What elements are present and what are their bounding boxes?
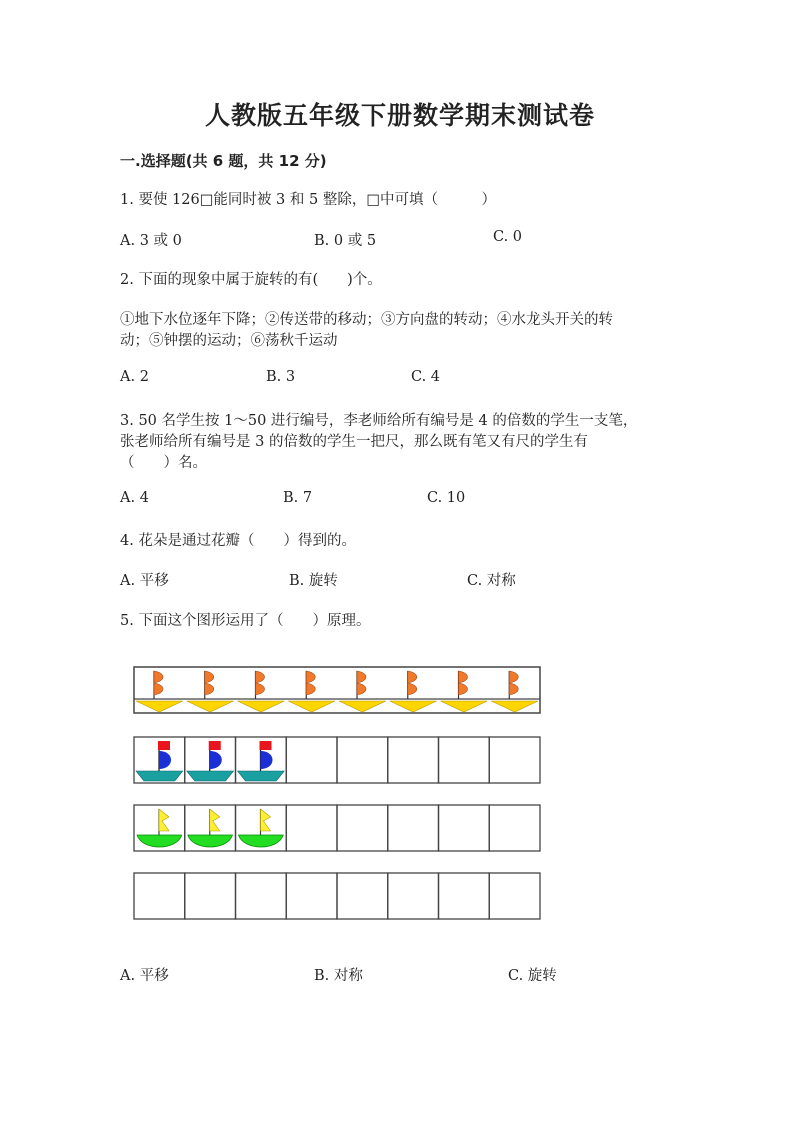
yellow-sail bbox=[210, 809, 220, 831]
yellow-triangle bbox=[390, 701, 437, 712]
question-5-option-c: C. 旋转 bbox=[508, 968, 557, 984]
yellow-triangle bbox=[238, 701, 285, 712]
green-hull bbox=[188, 835, 233, 847]
grid-cell bbox=[439, 873, 490, 919]
question-2-text-line: ①地下水位逐年下降；②传送带的移动；③方向盘的转动；④水龙头开关的转 bbox=[120, 312, 613, 328]
orange-flag bbox=[205, 671, 214, 695]
orange-flag bbox=[256, 671, 265, 695]
grid-cell bbox=[286, 737, 337, 783]
grid-cell bbox=[489, 737, 540, 783]
question-3-option-a: A. 4 bbox=[120, 490, 149, 506]
question-3-text-line: 张老师给所有编号是 3 的倍数的学生一把尺，那么既有笔又有尺的学生有 bbox=[120, 434, 588, 450]
question-2-option-a: A. 2 bbox=[120, 369, 149, 385]
question-1-option-b: B. 0 或 5 bbox=[314, 233, 377, 249]
orange-flag bbox=[154, 671, 163, 695]
question-1-stem: 1. 要使 126□能同时被 3 和 5 整除，□中可填（ ） bbox=[120, 192, 497, 208]
question-1-option-a: A. 3 或 0 bbox=[120, 233, 182, 249]
orange-flag bbox=[408, 671, 417, 695]
yellow-triangle bbox=[339, 701, 386, 712]
grid-cell bbox=[439, 737, 490, 783]
question-5-option-a: A. 平移 bbox=[120, 968, 169, 984]
question-4-option-b: B. 旋转 bbox=[289, 573, 338, 589]
grid-cell bbox=[185, 873, 236, 919]
grid-cell bbox=[337, 805, 388, 851]
question-1-option-c: C. 0 bbox=[493, 229, 523, 245]
orange-flag bbox=[357, 671, 366, 695]
yellow-triangle bbox=[441, 701, 488, 712]
question-4-option-a: A. 平移 bbox=[120, 573, 169, 589]
grid-cell bbox=[388, 737, 439, 783]
orange-flag bbox=[509, 671, 518, 695]
pattern-figure bbox=[132, 665, 544, 927]
yellow-triangle bbox=[491, 701, 538, 712]
question-5-option-b: B. 对称 bbox=[314, 968, 363, 984]
yellow-sail bbox=[159, 809, 169, 831]
red-pennant bbox=[209, 741, 221, 750]
yellow-sail bbox=[261, 809, 271, 831]
question-2-option-b: B. 3 bbox=[266, 369, 296, 385]
page-title: 人教版五年级下册数学期末测试卷 bbox=[204, 101, 595, 130]
red-pennant bbox=[260, 741, 272, 750]
grid-cell bbox=[236, 873, 287, 919]
question-2-option-c: C. 4 bbox=[411, 369, 441, 385]
grid-cell bbox=[388, 805, 439, 851]
yellow-triangle bbox=[288, 701, 335, 712]
grid-cell bbox=[286, 873, 337, 919]
question-3-option-c: C. 10 bbox=[427, 490, 466, 506]
grid-cell bbox=[337, 873, 388, 919]
teal-hull bbox=[136, 771, 183, 781]
question-5-stem: 5. 下面这个图形运用了（ ）原理。 bbox=[120, 613, 371, 629]
grid-cell bbox=[489, 805, 540, 851]
teal-hull bbox=[187, 771, 234, 781]
orange-flag bbox=[306, 671, 315, 695]
flag-triangle-row bbox=[134, 667, 540, 713]
grid-cell bbox=[337, 737, 388, 783]
blue-sail bbox=[159, 751, 171, 769]
yellow-triangle bbox=[136, 701, 183, 712]
pattern-figure-svg bbox=[132, 665, 544, 923]
blue-boat-row bbox=[134, 737, 540, 783]
red-pennant bbox=[158, 741, 170, 750]
blue-sail bbox=[261, 751, 273, 769]
green-hull bbox=[239, 835, 284, 847]
empty-row bbox=[134, 873, 540, 919]
question-4-stem: 4. 花朵是通过花瓣（ ）得到的。 bbox=[120, 533, 356, 549]
question-3-option-b: B. 7 bbox=[283, 490, 313, 506]
question-2-text-line: 动；⑤钟摆的运动；⑥荡秋千运动 bbox=[120, 333, 338, 349]
green-hull bbox=[137, 835, 182, 847]
grid-cell bbox=[489, 873, 540, 919]
grid-cell bbox=[134, 873, 185, 919]
teal-hull bbox=[238, 771, 285, 781]
grid-cell bbox=[439, 805, 490, 851]
section-heading: 一.选择题(共 6 题，共 12 分) bbox=[120, 152, 327, 170]
grid-cell bbox=[388, 873, 439, 919]
yellow-triangle bbox=[187, 701, 234, 712]
orange-flag bbox=[459, 671, 468, 695]
question-3-stem: 3. 50 名学生按 1～50 进行编号，李老师给所有编号是 4 的倍数的学生一支笔， bbox=[120, 413, 638, 429]
question-4-option-c: C. 对称 bbox=[467, 573, 516, 589]
green-boat-row bbox=[134, 805, 540, 851]
question-2-stem: 2. 下面的现象中属于旋转的有( )个。 bbox=[120, 272, 382, 288]
grid-cell bbox=[286, 805, 337, 851]
blue-sail bbox=[210, 751, 222, 769]
question-3-text-line: （ ）名。 bbox=[120, 455, 207, 471]
